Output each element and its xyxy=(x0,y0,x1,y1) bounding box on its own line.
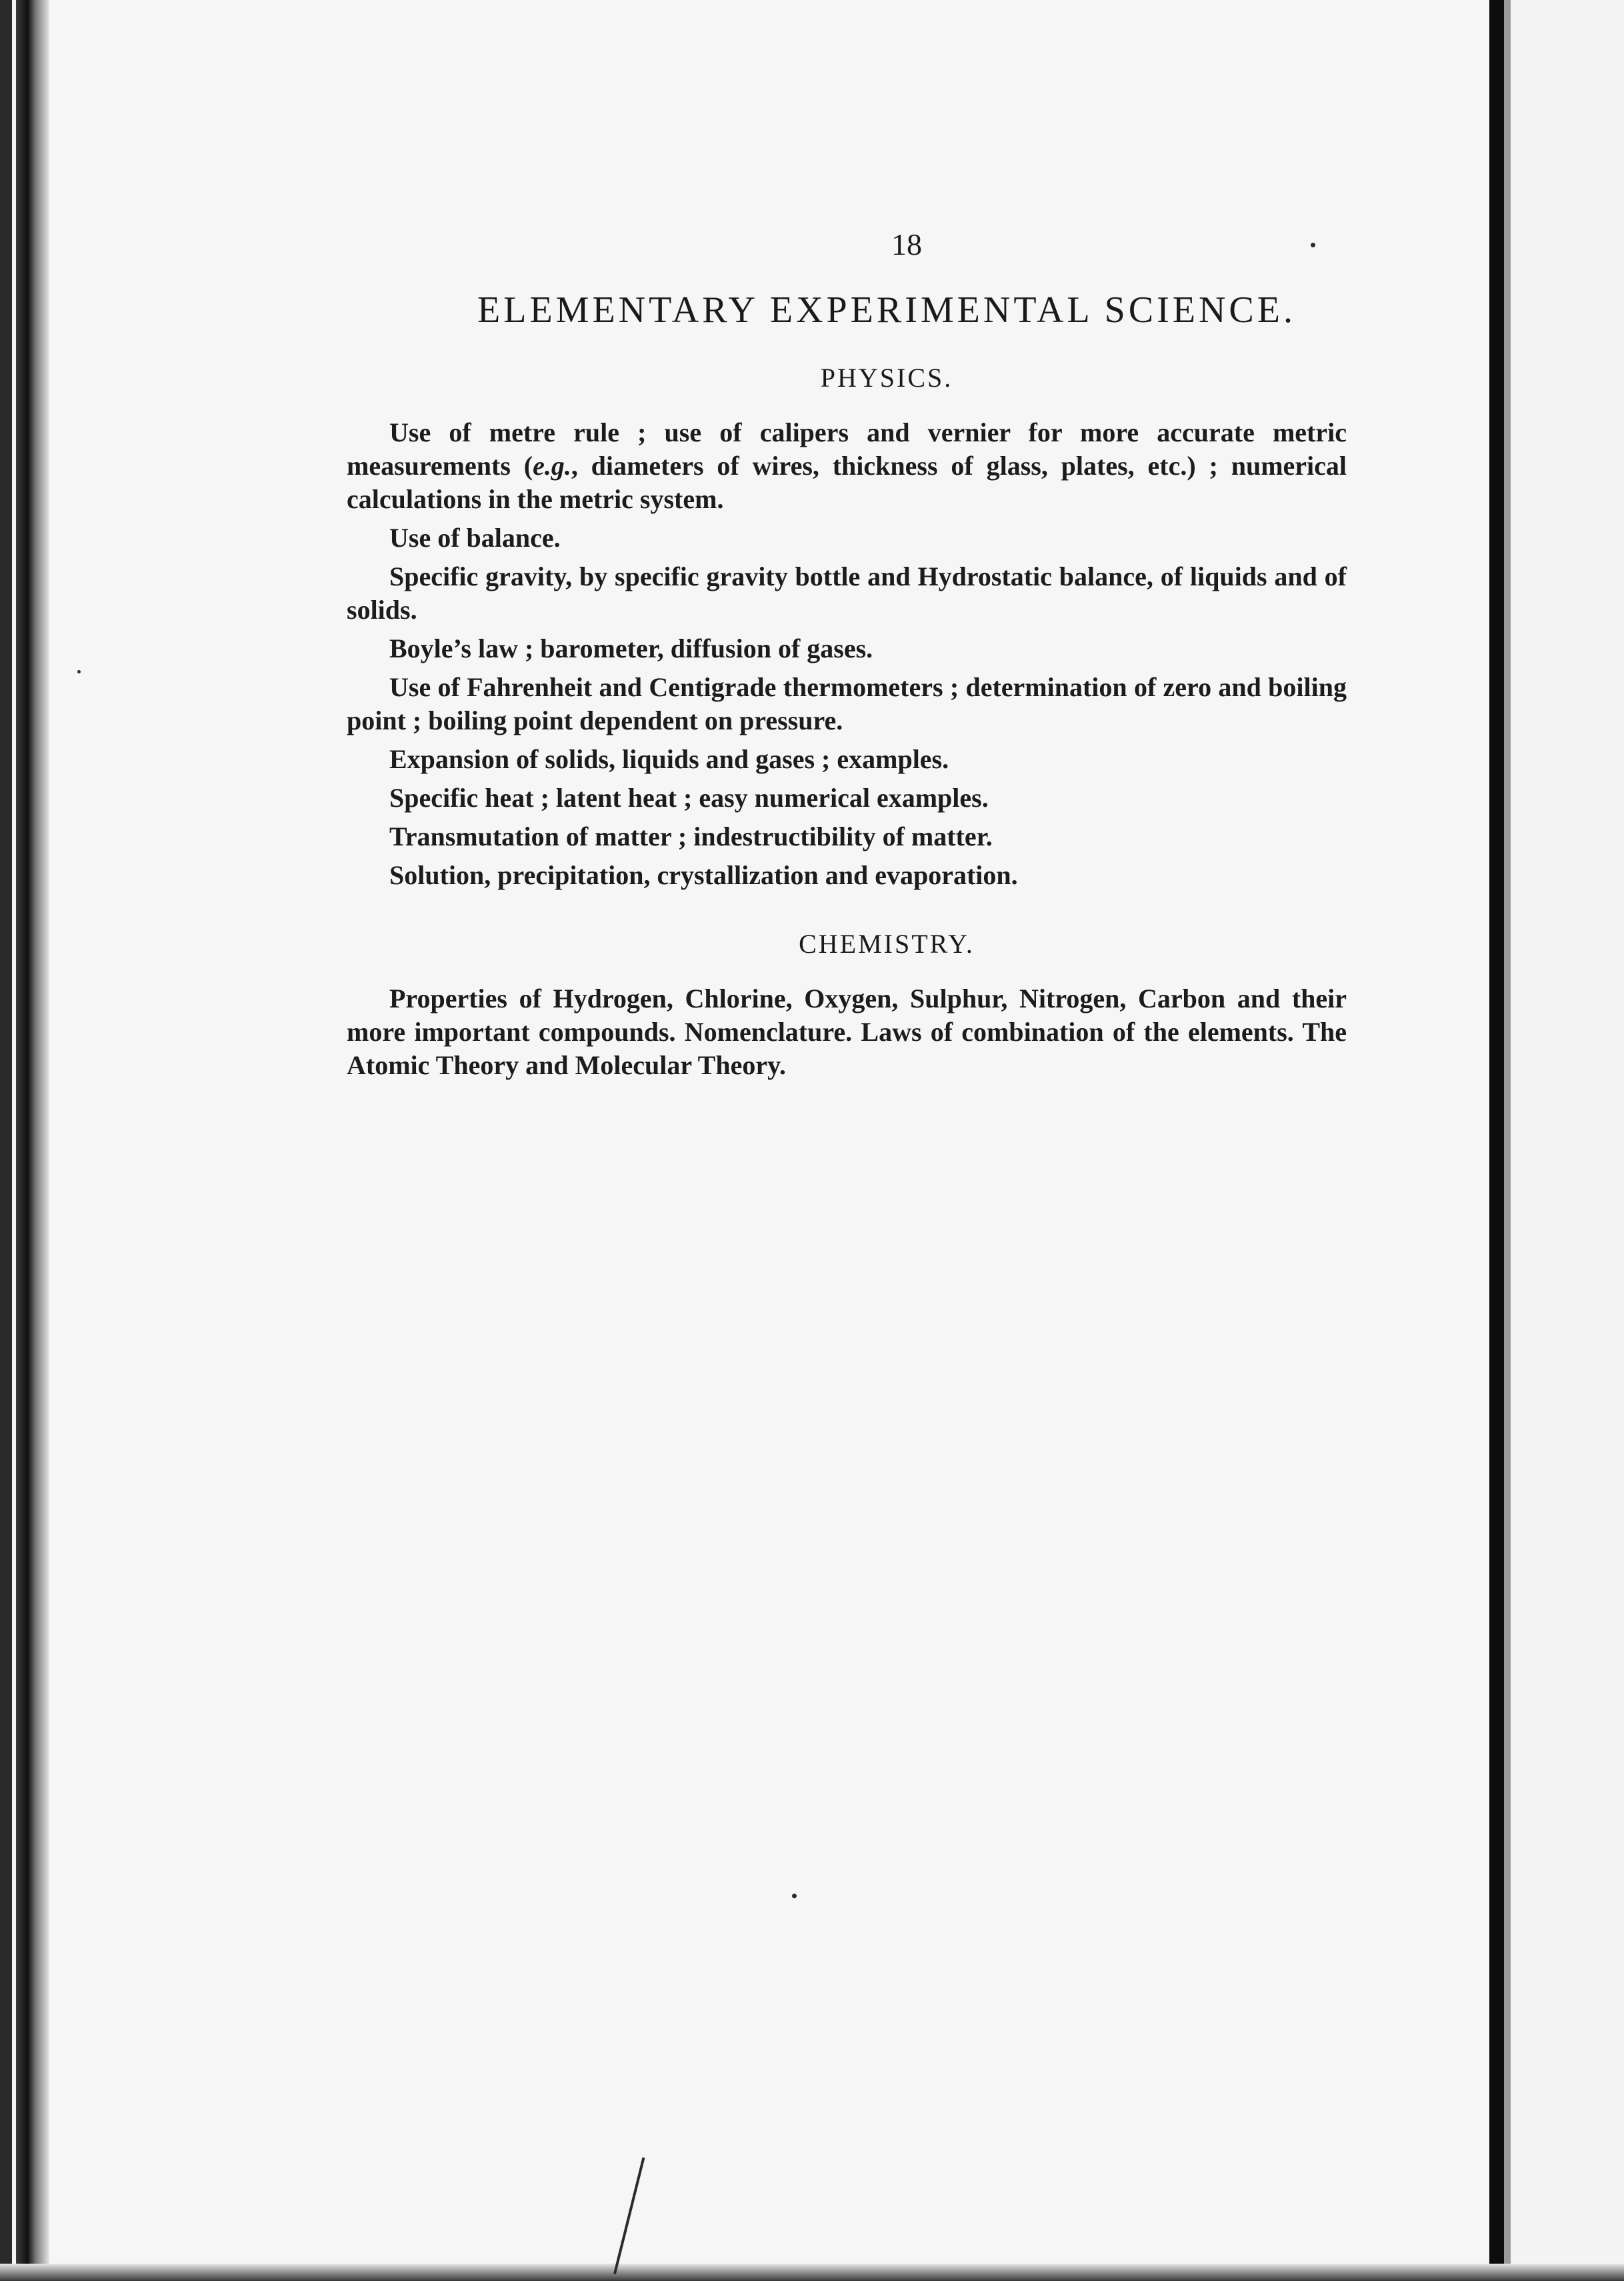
chemistry-heading: CHEMISTRY. xyxy=(799,929,975,959)
scan-right-gap xyxy=(1504,0,1511,2281)
physics-p1-text: Use of metre rule ; use of calipers and vernier for more accurate metric measurements ( xyxy=(347,417,1347,481)
physics-paragraph: Solution, precipitation, crystallization and evaporation. xyxy=(389,860,1018,890)
scan-right-rule xyxy=(1489,0,1504,2281)
physics-heading: PHYSICS. xyxy=(820,363,953,393)
physics-paragraph: Use of Fahrenheit and Centigrade thermometers ; determination of zero and boiling point ; boiling point dependent on pressure. xyxy=(347,672,1347,735)
speck-mark xyxy=(77,670,81,673)
physics-paragraph: Specific gravity, by specific gravity bottle and Hydrostatic balance, of liquids and of solids. xyxy=(347,561,1347,625)
chemistry-paragraph: Properties of Hydrogen, Chlorine, Oxygen, Sulphur, Nitrogen, Carbon and their more important compounds. Nomenclature. Laws of combination of the elements. The Atomic Theory and Molecular Theory. xyxy=(347,983,1347,1080)
physics-p1-italic: e.g. xyxy=(533,451,571,481)
page-number: 18 xyxy=(891,227,922,261)
document-body xyxy=(347,227,1347,1087)
physics-paragraph: Use of balance. xyxy=(389,523,561,553)
physics-paragraph: Expansion of solids, liquids and gases ; examples. xyxy=(389,744,949,774)
speck-mark xyxy=(792,1894,797,1898)
scan-bottom-border xyxy=(0,2264,1624,2281)
next-page-edge xyxy=(1511,0,1624,2281)
physics-p1-text-cont: , diameters of wires, thickness of glass, plates, etc.) ; numerical calculations in the metric system. xyxy=(347,451,1347,514)
physics-paragraph: Boyle’s law ; barometer, diffusion of gases. xyxy=(389,633,873,663)
physics-paragraph xyxy=(347,416,1347,516)
book-binding-shadow xyxy=(16,0,49,2281)
physics-paragraph: Specific heat ; latent heat ; easy numerical examples. xyxy=(389,783,989,813)
physics-paragraph: Transmutation of matter ; indestructibility of matter. xyxy=(389,821,993,851)
scan-left-border xyxy=(0,0,12,2281)
page-title: ELEMENTARY EXPERIMENTAL SCIENCE. xyxy=(477,289,1296,331)
